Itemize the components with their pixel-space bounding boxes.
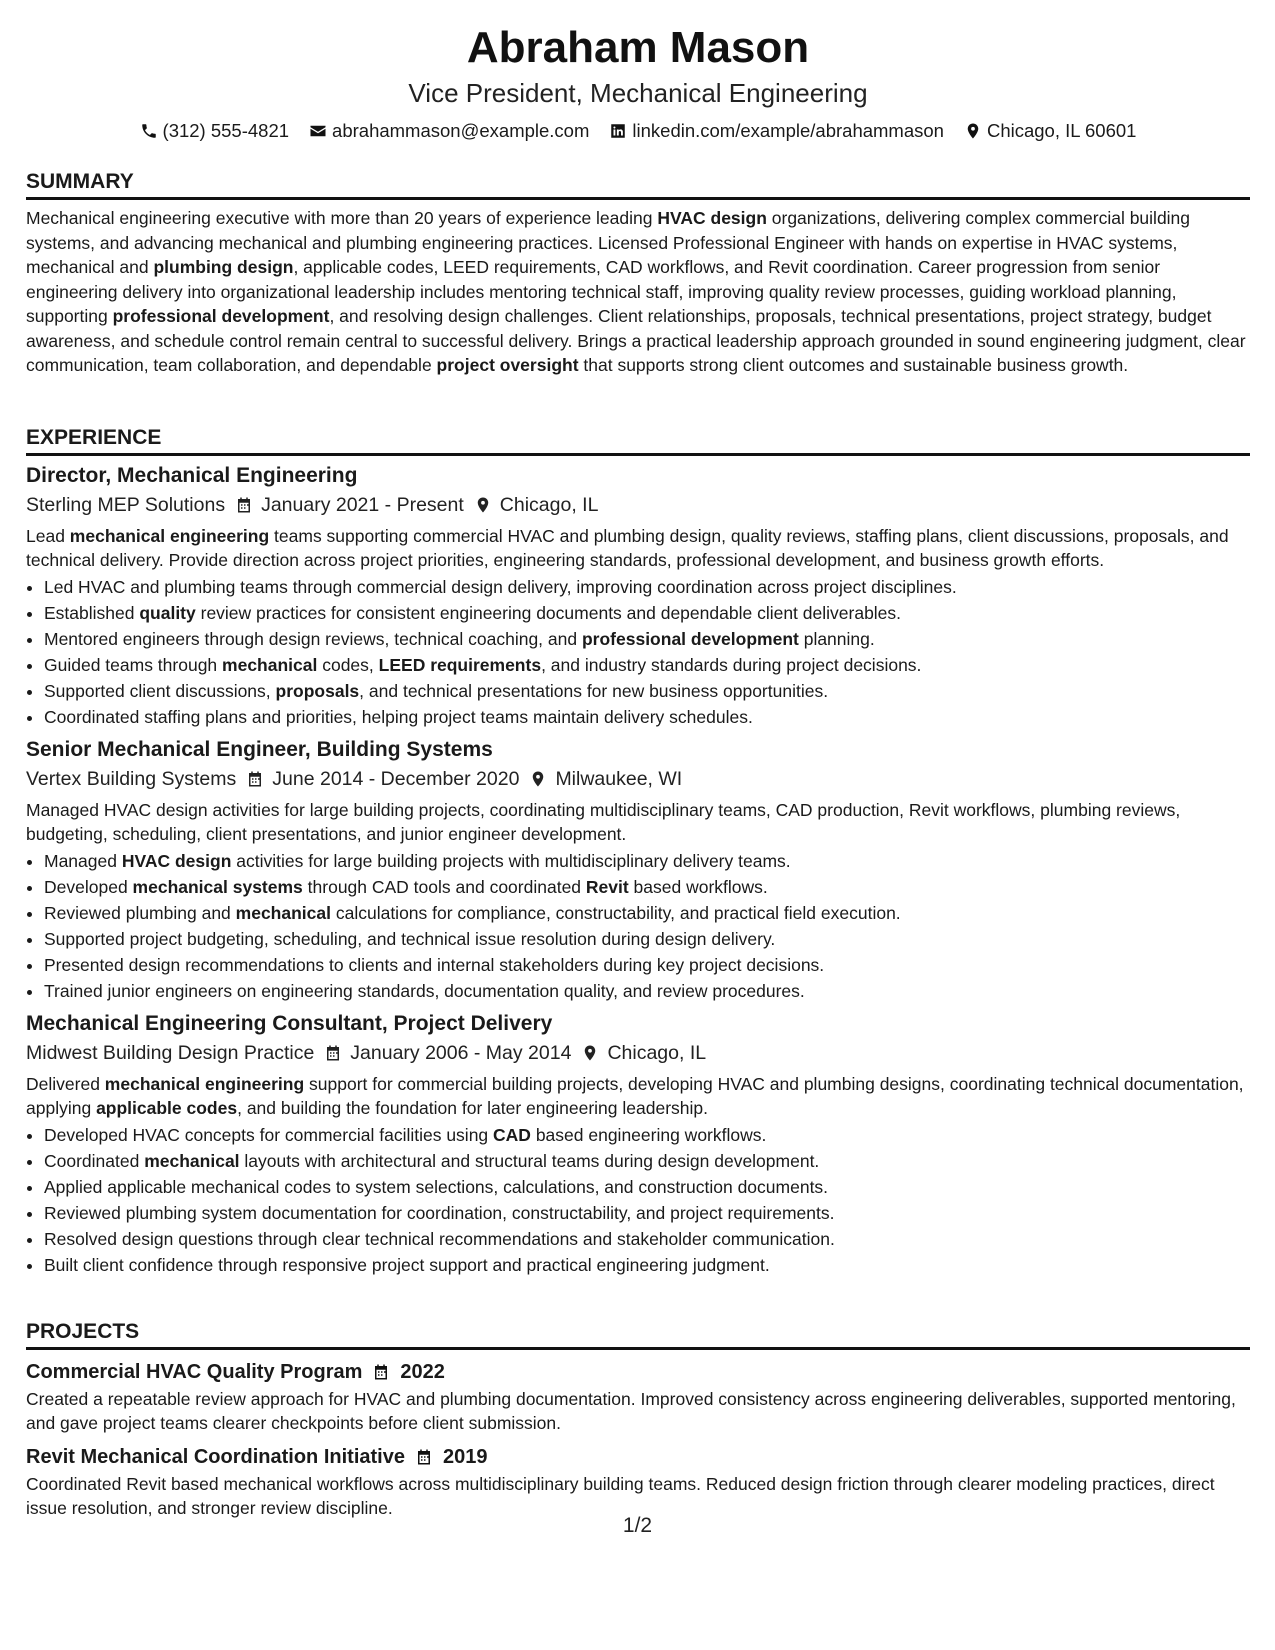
bold-keyword: CAD <box>493 1125 531 1145</box>
bullet-item <box>44 704 1250 730</box>
job-title: Mechanical Engineering Consultant, Project Delivery <box>26 1012 553 1035</box>
calendar-icon <box>415 1448 433 1466</box>
bullet-item <box>44 848 1250 874</box>
summary-section <box>26 168 1250 378</box>
resume-header <box>26 20 1250 144</box>
contact-bar <box>26 118 1250 144</box>
bullet-item <box>44 600 1250 626</box>
phone-icon <box>140 122 158 140</box>
text-run: Mechanical engineering executive with more than 20 years of experience leading <box>26 208 658 228</box>
bold-keyword: mechanical <box>235 903 331 923</box>
job-location <box>474 490 599 520</box>
bold-keyword: HVAC design <box>657 208 767 228</box>
page-number: 1/2 <box>622 1514 653 1537</box>
bullet-item <box>44 1174 1250 1200</box>
job-list <box>26 462 1250 1278</box>
projects-section <box>26 1318 1250 1520</box>
phone-text: (312) 555-4821 <box>162 120 290 141</box>
text-run: Coordinated staffing plans and priorities, helping project teams maintain delivery schedules. <box>44 707 753 727</box>
text-run: Presented design recommendations to clients and internal stakeholders during key project decisions. <box>44 955 825 975</box>
resume-page <box>26 20 1250 1518</box>
job-title: Director, Mechanical Engineering <box>26 464 358 487</box>
text-run: review practices for consistent engineering documents and dependable client deliverables. <box>195 603 902 623</box>
text-run: planning. <box>798 629 875 649</box>
bold-keyword: quality <box>139 603 196 623</box>
bold-keyword: HVAC design <box>121 851 232 871</box>
summary-text <box>26 206 1250 378</box>
bold-keyword: professional development <box>112 306 330 326</box>
bold-keyword: mechanical engineering <box>104 1074 305 1094</box>
bullet-item <box>44 678 1250 704</box>
text-run: , and building the foundation for later engineering leadership. <box>237 1097 708 1118</box>
bold-keyword: professional development <box>581 629 799 649</box>
job-dates <box>235 490 464 520</box>
dates-text: June 2014 - December 2020 <box>272 768 520 790</box>
project-entry <box>26 1443 1250 1520</box>
project-header <box>26 1358 1250 1386</box>
text-run: Reviewed plumbing and <box>44 903 236 923</box>
text-run: Managed <box>44 851 122 871</box>
bullet-list <box>26 848 1250 1004</box>
text-run: calculations for compliance, constructability, and practical field execution. <box>330 903 901 923</box>
bullet-item <box>44 1200 1250 1226</box>
text-run: Guided teams through <box>44 655 223 675</box>
bold-keyword: mechanical <box>144 1151 240 1171</box>
project-header <box>26 1443 1250 1471</box>
bold-keyword: mechanical systems <box>132 877 303 897</box>
job-description <box>26 525 1250 572</box>
map-pin-icon <box>964 122 982 140</box>
text-run: organizations, delivering complex commercial building systems, and advancing mechanical and plumbing engineering practices. Licensed Professional Engineer with hands on expertise in HVAC systems, mechanical and <box>26 208 1191 277</box>
contact-email[interactable] <box>309 118 589 144</box>
bold-keyword: Revit <box>585 877 629 897</box>
text-run: , and industry standards during project decisions. <box>541 655 922 675</box>
contact-location <box>964 118 1136 144</box>
bold-keyword: LEED requirements <box>378 655 542 675</box>
job-description <box>26 799 1250 846</box>
location-text: Chicago, IL <box>607 1042 707 1064</box>
bold-keyword: mechanical <box>222 655 318 675</box>
bullet-item <box>44 1226 1250 1252</box>
bullet-item <box>44 926 1250 952</box>
text-run: Applied applicable mechanical codes to system selections, calculations, and construction documents. <box>44 1177 829 1197</box>
bullet-item <box>44 1252 1250 1278</box>
text-run: Lead <box>26 526 70 546</box>
linkedin-link[interactable]: linkedin.com/example/abrahammason <box>632 120 944 141</box>
project-list <box>26 1358 1250 1520</box>
text-run: Managed HVAC design activities for large building projects, coordinating multidisciplinary teams, CAD production, Revit workflows, plumbing reviews, budgeting, scheduling, client presentations, and junior engineer development. <box>26 800 1181 844</box>
job-dates <box>324 1038 571 1068</box>
contact-linkedin[interactable] <box>609 118 944 144</box>
job-title: Senior Mechanical Engineer, Building Systems <box>26 738 493 761</box>
company-name: Vertex Building Systems <box>26 768 237 790</box>
bold-keyword: mechanical engineering <box>69 526 270 546</box>
text-run: Led HVAC and plumbing teams through commercial design delivery, improving coordination across project disciplines. <box>44 577 957 597</box>
bullet-item <box>44 626 1250 652</box>
text-run: codes, <box>317 655 379 675</box>
text-run: Built client confidence through responsive project support and practical engineering judgment. <box>44 1255 770 1275</box>
job-meta <box>26 490 1250 520</box>
experience-heading: EXPERIENCE <box>26 424 1250 456</box>
text-run: Supported project budgeting, scheduling, and technical issue resolution during design delivery. <box>44 929 776 949</box>
dates-text: January 2021 - Present <box>261 494 464 516</box>
text-run: , and resolving design challenges. Client relationships, proposals, technical presentations, project strategy, budget awareness, and schedule control remain central to successful delivery. Brings a practical leadership approach grounded in sound engineering judgment, clear communication, team collaboration, and dependable <box>26 306 1246 375</box>
text-run: Supported client discussions, <box>44 681 276 701</box>
job-entry <box>26 1010 1250 1278</box>
map-pin-icon <box>581 1044 599 1062</box>
job-meta <box>26 764 1250 794</box>
calendar-icon <box>324 1044 342 1062</box>
bullet-item <box>44 900 1250 926</box>
text-run: Mentored engineers through design reviews, technical coaching, and <box>44 629 582 649</box>
text-run: layouts with architectural and structural teams during design development. <box>239 1151 820 1171</box>
text-run: Trained junior engineers on engineering standards, documentation quality, and review procedures. <box>44 981 805 1001</box>
company-name: Sterling MEP Solutions <box>26 494 226 516</box>
experience-section <box>26 424 1250 1278</box>
location-text: Milwaukee, WI <box>555 768 683 790</box>
text-run: Delivered <box>26 1074 105 1094</box>
bullet-item <box>44 874 1250 900</box>
project-description: Created a repeatable review approach for HVAC and plumbing documentation. Improved consistency across engineering deliverables, supported mentoring, and gave project teams clearer checkpoints before client submission. <box>26 1389 1236 1433</box>
text-run: through CAD tools and coordinated <box>302 877 586 897</box>
company-name: Midwest Building Design Practice <box>26 1042 315 1064</box>
text-run: , applicable codes, LEED requirements, CAD workflows, and Revit coordination. Career progression from senior engineering delivery into organizational leadership includes mentoring technical staff, improving quality review processes, guiding workload planning, supporting <box>26 257 1177 326</box>
project-year: 2019 <box>442 1446 488 1468</box>
job-dates <box>246 764 519 794</box>
job-entry <box>26 462 1250 730</box>
bold-keyword: proposals <box>275 681 360 701</box>
project-entry <box>26 1358 1250 1435</box>
text-run: teams supporting commercial HVAC and plumbing design, quality reviews, staffing plans, client discussions, proposals, and technical delivery. Provide direction across project priorities, engineering standards, professional development, and business growth efforts. <box>26 526 1229 570</box>
text-run: based engineering workflows. <box>530 1125 767 1145</box>
envelope-icon <box>309 122 327 140</box>
candidate-title: Vice President, Mechanical Engineering <box>408 78 868 108</box>
bullet-item <box>44 1148 1250 1174</box>
bullet-list <box>26 1122 1250 1278</box>
job-meta <box>26 1038 1250 1068</box>
text-run: based workflows. <box>628 877 768 897</box>
bullet-item <box>44 1122 1250 1148</box>
project-year: 2022 <box>400 1361 445 1383</box>
location-text: Chicago, IL <box>499 494 599 516</box>
bold-keyword: applicable codes <box>96 1097 238 1118</box>
job-entry <box>26 736 1250 1004</box>
job-description <box>26 1073 1250 1120</box>
job-location <box>529 764 682 794</box>
bold-keyword: project oversight <box>436 355 579 375</box>
email-link[interactable]: abrahammason@example.com <box>332 120 590 141</box>
linkedin-icon <box>609 122 627 140</box>
text-run: Resolved design questions through clear technical recommendations and stakeholder communication. <box>44 1229 835 1249</box>
text-run: Coordinated <box>44 1151 145 1171</box>
calendar-icon <box>372 1363 390 1381</box>
dates-text: January 2006 - May 2014 <box>350 1042 572 1064</box>
text-run: Developed <box>44 877 133 897</box>
calendar-icon <box>235 496 253 514</box>
text-run: Developed HVAC concepts for commercial facilities using <box>44 1125 494 1145</box>
project-name: Commercial HVAC Quality Program <box>26 1361 363 1383</box>
text-run: Established <box>44 603 140 623</box>
text-run: Reviewed plumbing system documentation for coordination, constructability, and project requirements. <box>44 1203 835 1223</box>
map-pin-icon <box>474 496 492 514</box>
projects-heading: PROJECTS <box>26 1318 1250 1350</box>
contact-phone <box>140 118 290 144</box>
text-run: that supports strong client outcomes and sustainable business growth. <box>578 355 1129 375</box>
bullet-list <box>26 574 1250 730</box>
text-run: , and technical presentations for new business opportunities. <box>359 681 829 701</box>
summary-heading: SUMMARY <box>26 168 1250 200</box>
bullet-item <box>44 952 1250 978</box>
calendar-icon <box>246 770 264 788</box>
location-text: Chicago, IL 60601 <box>986 120 1137 141</box>
candidate-name: Abraham Mason <box>466 23 810 72</box>
text-run: activities for large building projects with multidisciplinary delivery teams. <box>231 851 791 871</box>
project-description: Coordinated Revit based mechanical workflows across multidisciplinary building teams. Reduced design friction through clearer modeling practices, direct issue resolution, and stronger review discipline. <box>26 1474 1215 1518</box>
map-pin-icon <box>529 770 547 788</box>
text-run: support for commercial building projects, developing HVAC and plumbing designs, coordinating technical documentation, applying <box>26 1074 1244 1118</box>
bullet-item <box>44 978 1250 1004</box>
bold-keyword: plumbing design <box>153 257 294 277</box>
bullet-item <box>44 652 1250 678</box>
bullet-item <box>44 574 1250 600</box>
project-name: Revit Mechanical Coordination Initiative <box>26 1446 405 1468</box>
job-location <box>581 1038 706 1068</box>
